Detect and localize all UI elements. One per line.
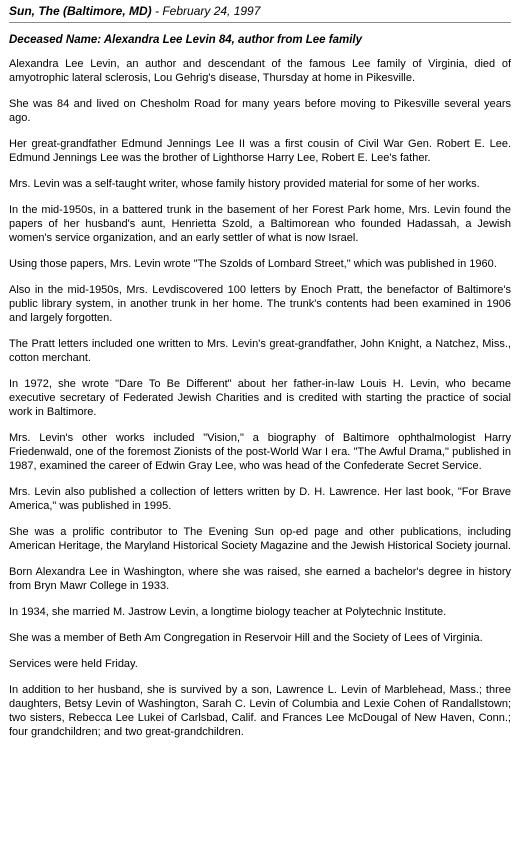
paragraph: Mrs. Levin also published a collection of letters written by D. H. Lawrence. Her last book, "For Brave America," was published in 1995. — [9, 486, 511, 512]
article-body — [9, 57, 511, 739]
source-line — [9, 4, 511, 19]
paragraph: Her great-grandfather Edmund Jennings Lee II was a first cousin of Civil War Gen. Robert E. Lee. Edmund Jennings Lee was the brother of Lighthorse Harry Lee, Robert E. Lee's father. — [9, 138, 511, 164]
paragraph: Using those papers, Mrs. Levin wrote "The Szolds of Lombard Street," which was published in 1960. — [9, 258, 497, 270]
paragraph: Mrs. Levin was a self-taught writer, whose family history provided material for some of her works. — [9, 178, 480, 190]
paragraph: In 1972, she wrote "Dare To Be Different" about her father-in-law Louis H. Levin, who became executive secretary of Federated Jewish Charities and is credited with starting the practice of social work in Baltimore. — [9, 378, 511, 418]
header-divider — [9, 22, 511, 23]
paragraph: Mrs. Levin's other works included "Vision," a biography of Baltimore ophthalmologist Harry Friedenwald, one of the foremost Zionists of the post-World War I era. "The Awful Drama," published in 1987, examined the career of Edwin Gray Lee, who was head of the Confederate Secret Service. — [9, 432, 511, 472]
paragraph: Services were held Friday. — [9, 658, 138, 670]
paragraph: She was a member of Beth Am Congregation in Reservoir Hill and the Society of Lees of Virginia. — [9, 632, 483, 644]
paragraph: In 1934, she married M. Jastrow Levin, a longtime biology teacher at Polytechnic Institute. — [9, 606, 447, 618]
source-separator: - — [151, 4, 163, 18]
paragraph: Alexandra Lee Levin, an author and descendant of the famous Lee family of Virginia, died of amyotrophic lateral sclerosis, Lou Gehrig's disease, Thursday at home in Pikesville. — [9, 58, 511, 84]
headline: Deceased Name: Alexandra Lee Levin 84, author from Lee family — [9, 34, 363, 46]
source-date: February 24, 1997 — [162, 4, 261, 18]
paragraph: She was 84 and lived on Chesholm Road for many years before moving to Pikesville several years ago. — [9, 98, 511, 124]
source-paper: Sun, The (Baltimore, MD) — [9, 4, 152, 18]
paragraph: In addition to her husband, she is survived by a son, Lawrence L. Levin of Marblehead, Mass.; three daughters, Betsy Levin of Washington, Sarah C. Levin of Columbia and Lexie Cohen of Randallstown; two sisters, Rebecca Lee Lukei of Carlsbad, Calif. and Frances Lee McDougal of New Haven, Conn.; four grandchildren; and two great-grandchildren. — [9, 684, 511, 738]
paragraph: She was a prolific contributor to The Evening Sun op-ed page and other publications, including American Heritage, the Maryland Historical Society Magazine and the Jewish Historical Society journal. — [9, 526, 511, 552]
paragraph: Also in the mid-1950s, Mrs. Levdiscovered 100 letters by Enoch Pratt, the benefactor of Baltimore's public library system, in another trunk in her home. The trunk's contents had been examined in 1906 and largely forgotten. — [9, 284, 511, 324]
paragraph: In the mid-1950s, in a battered trunk in the basement of her Forest Park home, Mrs. Levin found the papers of her husband's aunt, Henrietta Szold, a Baltimorean who founded Hadassah, a Jewish women's service organization, and an early settler of what is now Israel. — [9, 204, 511, 244]
paragraph: Born Alexandra Lee in Washington, where she was raised, she earned a bachelor's degree in history from Bryn Mawr College in 1933. — [9, 566, 511, 592]
paragraph: The Pratt letters included one written to Mrs. Levin's great-grandfather, John Knight, a Natchez, Miss., cotton merchant. — [9, 338, 511, 364]
